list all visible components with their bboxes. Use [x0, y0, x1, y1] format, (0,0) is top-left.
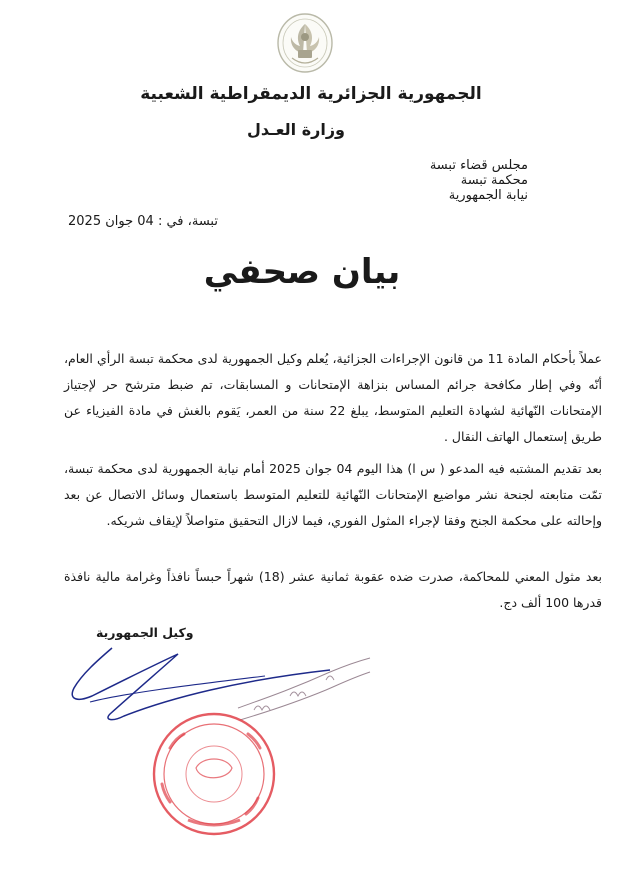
document-date: تبسة، في : 04 جوان 2025 — [68, 214, 218, 229]
prosecution-name: نيابة الجمهورية — [448, 188, 528, 203]
page-title: بيان صحفي — [203, 252, 401, 292]
body-paragraph-2: بعد تقديم المشتبه فيه المدعو ( س ا) هذا اليوم 04 جوان 2025 أمام نيابة الجمهورية لدى محكمة تبسة، تمّت متابعته لجنحة نشر مواضيع الإمتحانات النّهائية للتعليم المتوسط باستعمال وسائل الاتصال عن بعد وإحالته على محكمة الجنح وفقا لإجراء المثول الفوري، فيما لازال التحقيق متواصلاً لإيقاف شريكه. — [64, 461, 602, 528]
council-name: مجلس قضاء تبسة — [429, 158, 528, 173]
court-block — [430, 158, 528, 203]
body-paragraph-3: بعد مثول المعني للمحاكمة، صدرت ضده عقوبة ثمانية عشر (18) شهراً حبساً نافذاً وغرامة مالية نافذة قدرها 100 ألف دج. — [64, 569, 602, 610]
tribunal-name: محكمة تبسة — [460, 173, 528, 188]
national-emblem-icon — [276, 12, 334, 74]
republic-heading: الجمهورية الجزائرية الديمقراطية الشعبية — [140, 84, 482, 104]
official-stamp-image — [148, 708, 280, 840]
signer-title: وكيل الجمهورية — [96, 625, 194, 640]
ministry-heading: وزارة العـدل — [247, 120, 345, 139]
body-paragraph-1: عملاً بأحكام المادة 11 من قانون الإجراءات الجزائية، يُعلم وكيل الجمهورية لدى محكمة تبسة الرأي العام، أنّه وفي إطار مكافحة جرائم المساس بنزاهة الإمتحانات و المسابقات، تم ضبط مترشح حر لإجتياز الإمتحانات النّهائية لشهادة التعليم المتوسط، يبلغ 22 سنة من العمر، يَقوم بالغش في مادة الفيزياء عن طريق إستعمال الهاتف النقال . — [64, 351, 602, 444]
